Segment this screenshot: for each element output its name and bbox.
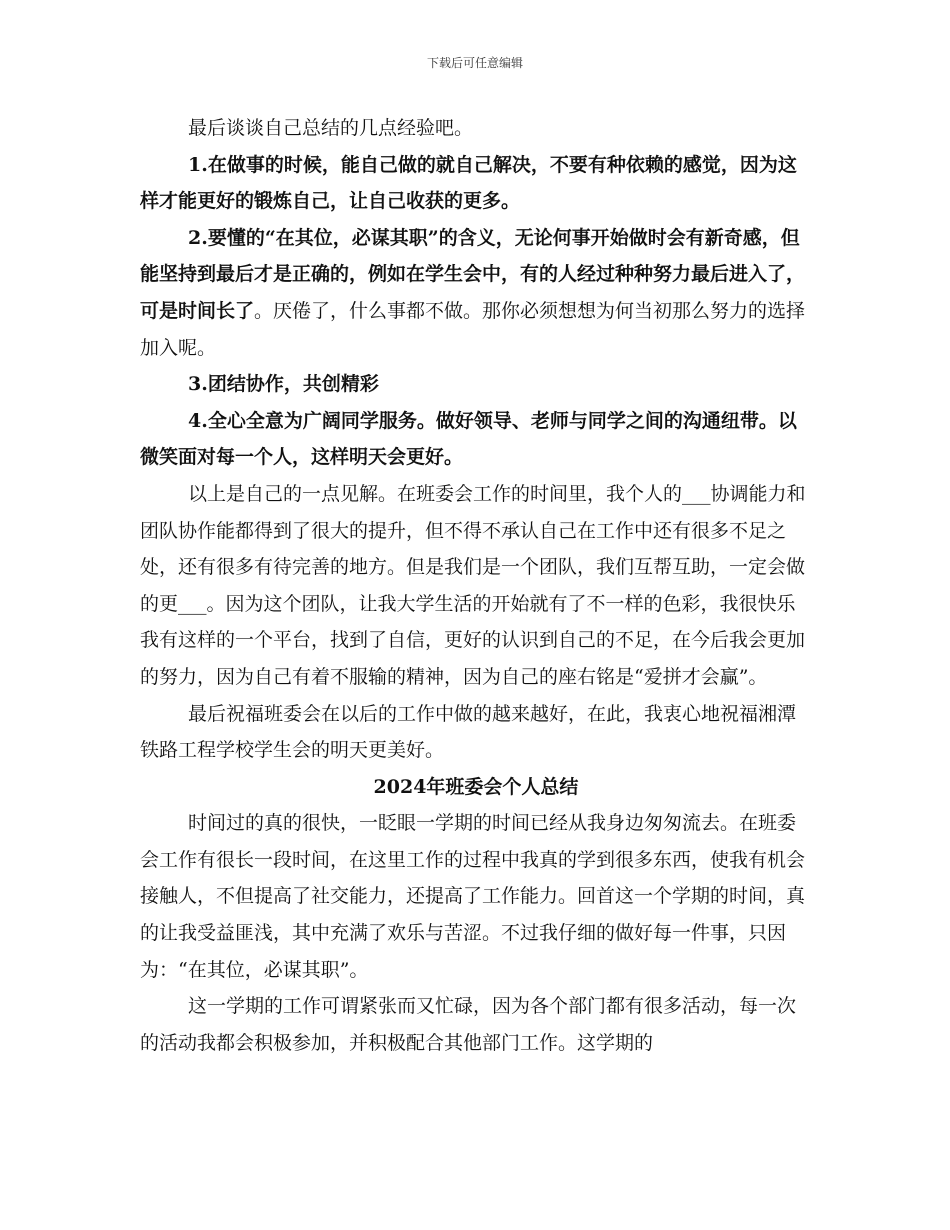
paragraph-intro: 最后谈谈自己总结的几点经验吧。 — [188, 117, 474, 139]
document-body — [140, 110, 812, 1061]
paragraph-closing: 最后祝福班委会在以后的工作中做的越来越好，在此，我衷心地祝福湘潭铁路工程学校学生会的明天更美好。 — [140, 702, 797, 762]
page-header: 下载后可任意编辑 — [426, 56, 523, 70]
paragraph-summary-1: 时间过的真的很快，一眨眼一学期的时间已经从我身边匆匆流去。在班委会工作有很长一段时间，在这里工作的过程中我真的学到很多东西，使我有机会接触人，不但提高了社交能力，还提高了工作能力。回首这一个学期的时间，真的让我受益匪浅，其中充满了欢乐与苦涩。不过我仔细的做好每一件事，只因为：“在其位，必谋其职”。 — [140, 812, 806, 981]
paragraph-point-3: 3.团结协作，共创精彩 — [188, 373, 379, 396]
paragraph-point-1: 1.在做事的时候，能自己做的就自己解决，不要有种依赖的感觉，因为这样才能更好的锻炼自己，让自己收获的更多。 — [140, 153, 797, 213]
point-2-normal-text: 。厌倦了，什么事都不做。那你必须想想为何当初那么努力的选择加入呢。 — [140, 299, 806, 359]
section-title: 2024年班委会个人总结 — [373, 775, 579, 798]
paragraph-point-4: 4.全心全意为广阔同学服务。做好领导、老师与同学之间的沟通纽带。以微笑面对每一个人，这样明天会更好。 — [140, 409, 797, 469]
paragraph-summary-2: 这一学期的工作可谓紧张而又忙碌，因为各个部门都有很多活动，每一次的活动我都会积极参加，并积极配合其他部门工作。这学期的 — [140, 995, 797, 1054]
paragraph-reflection: 以上是自己的一点见解。在班委会工作的时间里，我个人的___协调能力和团队协作能都得到了很大的提升，但不得不承认自己在工作中还有很多不足之处，还有很多有待完善的地方。但是我们是一个团队，我们互帮互助，一定会做的更___。因为这个团队，让我大学生活的开始就有了不一样的色彩，我很快乐我有这样的一个平台，找到了自信，更好的认识到自己的不足，在今后我会更加的努力，因为自己有着不服输的精神，因为自己的座右铭是“爱拼才会赢”。 — [140, 482, 806, 688]
paragraph-point-2 — [140, 220, 812, 366]
point-2-bold-text: 2.要懂的“在其位，必谋其职”的含义，无论何事开始做时会有新奇感，但能坚持到最后才是正确的，例如在学生会中，有的人经过种种努力最后进入了，可是时间长了 — [140, 226, 806, 322]
